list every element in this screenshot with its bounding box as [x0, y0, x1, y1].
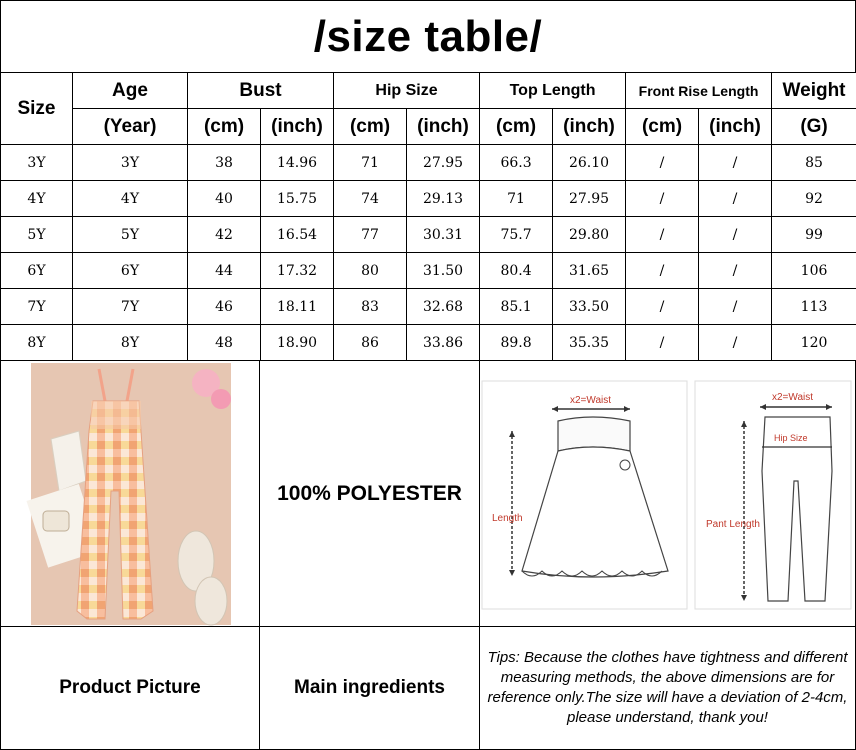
- table-row: [1, 145, 856, 181]
- product-picture-label: Product Picture: [0, 626, 260, 750]
- table-cell: 6Y: [73, 253, 188, 289]
- table-cell: 83: [334, 289, 407, 325]
- subheader-unit: (inch): [699, 109, 772, 145]
- subheader-unit: (inch): [553, 109, 626, 145]
- subheader-unit: (cm): [188, 109, 261, 145]
- table-cell: 18.11: [261, 289, 334, 325]
- material-text: 100% POLYESTER: [259, 360, 480, 627]
- subheader-unit: (cm): [626, 109, 699, 145]
- table-cell: 113: [772, 289, 856, 325]
- table-cell: 4Y: [73, 181, 188, 217]
- table-cell: /: [626, 325, 699, 361]
- subheader-unit: (Year): [73, 109, 188, 145]
- product-photo: [1, 361, 259, 626]
- measurement-diagram-cell: [479, 360, 856, 627]
- table-cell: 7Y: [1, 289, 73, 325]
- table-cell: /: [699, 145, 772, 181]
- table-cell: 75.7: [480, 217, 553, 253]
- table-cell: 29.13: [407, 181, 480, 217]
- table-cell: /: [626, 253, 699, 289]
- skirt-length-label: Length: [492, 513, 523, 524]
- header-size: Size: [1, 73, 73, 145]
- table-cell: 71: [480, 181, 553, 217]
- table-cell: 27.95: [553, 181, 626, 217]
- table-cell: /: [699, 325, 772, 361]
- subheader-unit: (G): [772, 109, 856, 145]
- header-weight: Weight: [772, 73, 856, 109]
- table-cell: 8Y: [73, 325, 188, 361]
- table-cell: 5Y: [73, 217, 188, 253]
- table-cell: 38: [188, 145, 261, 181]
- table-cell: 31.50: [407, 253, 480, 289]
- header-bust: Bust: [188, 73, 334, 109]
- table-cell: /: [626, 181, 699, 217]
- table-cell: 35.35: [553, 325, 626, 361]
- table-cell: 18.90: [261, 325, 334, 361]
- table-cell: 5Y: [1, 217, 73, 253]
- table-cell: 33.86: [407, 325, 480, 361]
- product-picture-cell: [0, 360, 260, 627]
- table-row: [1, 289, 856, 325]
- table-cell: 8Y: [1, 325, 73, 361]
- table-cell: 66.3: [480, 145, 553, 181]
- table-row: [1, 325, 856, 361]
- table-cell: 31.65: [553, 253, 626, 289]
- table-row: [1, 217, 856, 253]
- table-cell: 120: [772, 325, 856, 361]
- page-title: /size table/: [0, 0, 856, 73]
- pant-hip-label: Hip Size: [774, 433, 808, 443]
- subheader-unit: (inch): [261, 109, 334, 145]
- table-cell: /: [699, 289, 772, 325]
- header-hip-size: Hip Size: [334, 73, 480, 109]
- table-cell: 99: [772, 217, 856, 253]
- size-table: [0, 72, 856, 361]
- table-cell: 30.31: [407, 217, 480, 253]
- tips-text: Tips: Because the clothes have tightness and different measuring methods, the above dimensions are for reference only.The size will have a deviation of 2-4cm, please understand, thank you!: [479, 626, 856, 750]
- table-cell: 26.10: [553, 145, 626, 181]
- table-cell: 29.80: [553, 217, 626, 253]
- table-cell: 89.8: [480, 325, 553, 361]
- table-cell: 48: [188, 325, 261, 361]
- table-cell: 15.75: [261, 181, 334, 217]
- table-cell: 27.95: [407, 145, 480, 181]
- measurement-diagram: [480, 361, 855, 626]
- table-cell: 106: [772, 253, 856, 289]
- table-cell: /: [699, 181, 772, 217]
- table-cell: 80.4: [480, 253, 553, 289]
- table-cell: 46: [188, 289, 261, 325]
- pant-length-label: Pant Length: [706, 519, 760, 530]
- table-cell: 17.32: [261, 253, 334, 289]
- table-cell: 7Y: [73, 289, 188, 325]
- table-cell: 16.54: [261, 217, 334, 253]
- table-cell: 74: [334, 181, 407, 217]
- table-cell: /: [626, 217, 699, 253]
- subheader-unit: (cm): [480, 109, 553, 145]
- table-cell: 33.50: [553, 289, 626, 325]
- table-row: [1, 253, 856, 289]
- table-cell: 40: [188, 181, 261, 217]
- subheader-unit: (inch): [407, 109, 480, 145]
- table-cell: 32.68: [407, 289, 480, 325]
- table-cell: /: [699, 253, 772, 289]
- table-cell: 86: [334, 325, 407, 361]
- table-cell: 85.1: [480, 289, 553, 325]
- header-top-length: Top Length: [480, 73, 626, 109]
- skirt-waist-label: x2=Waist: [570, 395, 612, 406]
- table-cell: 42: [188, 217, 261, 253]
- header-front-rise-length: Front Rise Length: [626, 73, 772, 109]
- table-cell: 44: [188, 253, 261, 289]
- table-cell: /: [626, 289, 699, 325]
- table-cell: 3Y: [73, 145, 188, 181]
- table-cell: 3Y: [1, 145, 73, 181]
- table-cell: 6Y: [1, 253, 73, 289]
- table-cell: 85: [772, 145, 856, 181]
- table-cell: 80: [334, 253, 407, 289]
- main-ingredients-label: Main ingredients: [259, 626, 480, 750]
- table-row: [1, 181, 856, 217]
- header-age: Age: [73, 73, 188, 109]
- table-cell: /: [699, 217, 772, 253]
- bottom-section: [0, 360, 856, 750]
- table-cell: 14.96: [261, 145, 334, 181]
- table-cell: 71: [334, 145, 407, 181]
- table-cell: 77: [334, 217, 407, 253]
- table-cell: 4Y: [1, 181, 73, 217]
- table-cell: /: [626, 145, 699, 181]
- pant-waist-label: x2=Waist: [772, 392, 814, 403]
- subheader-unit: (cm): [334, 109, 407, 145]
- table-cell: 92: [772, 181, 856, 217]
